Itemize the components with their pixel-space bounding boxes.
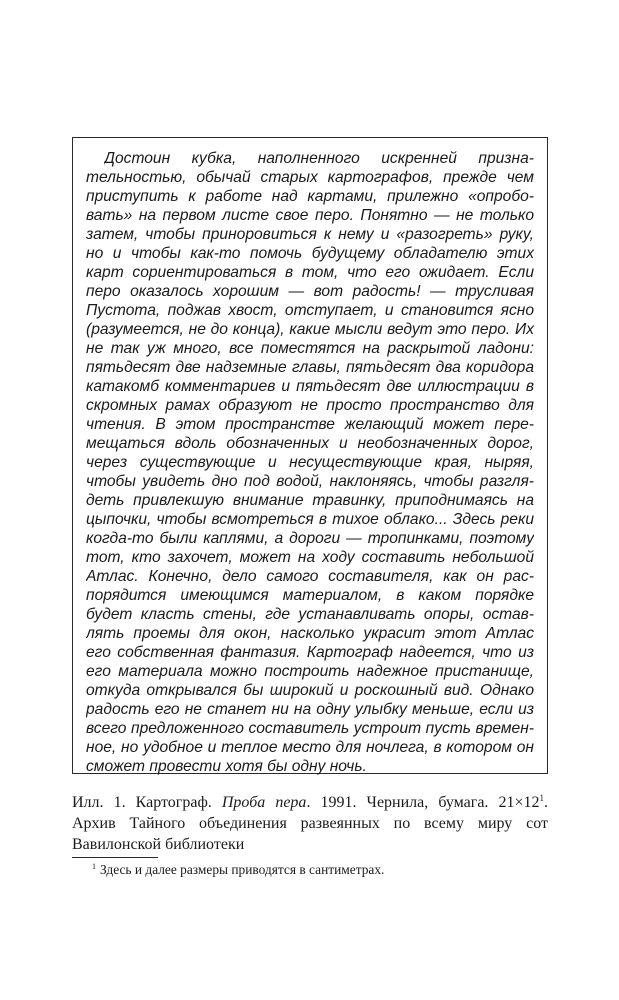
epigraph-line: через существующие и несуществующие края, ныряя,: [86, 454, 534, 471]
footnote-mark: 1: [92, 862, 96, 871]
epigraph-line: затем, чтобы приноровиться к нему и «разогреть» руку,: [86, 226, 534, 243]
footnote: [92, 861, 384, 879]
footnote-reference: 1: [539, 793, 545, 803]
epigraph-line: лять проемы для окон, насколько украсит этот Атлас: [86, 625, 534, 642]
epigraph-line: Атлас. Конечно, дело самого составителя, как он рас-: [86, 568, 534, 585]
epigraph-line: мещаться вдоль обозначенных и необозначенных дорог,: [86, 435, 534, 452]
epigraph-line: пятьдесят две надземные главы, пятьдесят два коридора: [86, 359, 534, 376]
framed-epigraph-box: [72, 137, 548, 774]
epigraph-line: тельностью, обычай старых картографов, прежде чем: [86, 169, 534, 186]
epigraph-line: вать» на первом листе свое перо. Понятно — не только: [86, 207, 534, 224]
epigraph-line: всего предложенного составитель устроит пусть времен-: [86, 720, 534, 737]
epigraph-line: ное, но удобное и теплое место для ночлега, в котором он: [86, 739, 534, 756]
epigraph-line: перо оказалось хорошим — вот радость! — трусливая: [86, 283, 534, 300]
epigraph-line: деть привлекшую внимание травинку, приподнимаясь на: [86, 492, 534, 509]
epigraph-line: когда-то были каплями, а дороги — тропинками, поэтому: [86, 530, 534, 547]
caption-details: . 1991. Чернила, бумага. 21×12: [306, 794, 540, 811]
epigraph-text: [73, 138, 547, 773]
caption-line-2: Архив Тайного объединения развеянных по всему миру сот: [72, 815, 548, 832]
epigraph-line: будет класть стены, где устанавливать опоры, остав-: [86, 606, 534, 623]
epigraph-line: Пустота, поджав хвост, отступает, и становится ясно: [86, 302, 534, 319]
epigraph-line: карт сориентироваться в том, что его ожидает. Если: [86, 264, 534, 281]
footnote-divider: [72, 857, 158, 858]
epigraph-line: но и чтобы как-то помочь будущему обладателю этих: [86, 245, 534, 262]
caption-end: .: [544, 794, 549, 811]
epigraph-line: чтения. В этом пространстве желающий может пере-: [86, 416, 534, 433]
footnote-text: Здесь и далее размеры приводятся в сантиметрах.: [100, 862, 385, 877]
epigraph-line: цыпочки, чтобы всмотреться в тихое облако... Здесь реки: [86, 511, 534, 528]
epigraph-line: тот, кто захочет, может на ходу составить небольшой: [86, 549, 534, 566]
epigraph-line: приступить к работе над картами, прилежно «опробо-: [86, 188, 534, 205]
epigraph-line: чтобы увидеть дно под водой, наклоняясь, чтобы разгля-: [86, 473, 534, 490]
caption-line-3: Вавилонской библиотеки: [72, 836, 245, 853]
caption-line-1: [72, 793, 548, 813]
epigraph-line: катакомб комментариев и пятьдесят две иллюстрации в: [86, 378, 534, 395]
epigraph-line: скромных рамах образуют не просто пространство для: [86, 397, 534, 414]
epigraph-line: его собственная фантазия. Картограф надеется, что из: [86, 644, 534, 661]
epigraph-line: откуда открывался бы широкий и роскошный вид. Однако: [86, 682, 534, 699]
epigraph-line: не так уж много, все поместятся на раскрытой ладони:: [86, 340, 534, 357]
caption-title: Проба пера: [221, 794, 307, 811]
epigraph-line: (разумеется, не до конца), какие мысли ведут это перо. Их: [86, 321, 534, 338]
epigraph-line: порядится имеющимся материалом, в каком порядке: [86, 587, 534, 604]
epigraph-line: сможет провести хотя бы одну ночь.: [86, 758, 367, 775]
epigraph-line: Достоин кубка, наполненного искренней призна-: [104, 150, 534, 167]
caption-prefix: Илл. 1. Картограф.: [72, 794, 222, 811]
epigraph-line: радость его не станет ни на одну улыбку меньше, если из: [86, 701, 534, 718]
epigraph-line: его материала можно построить надежное пристанище,: [86, 663, 534, 680]
